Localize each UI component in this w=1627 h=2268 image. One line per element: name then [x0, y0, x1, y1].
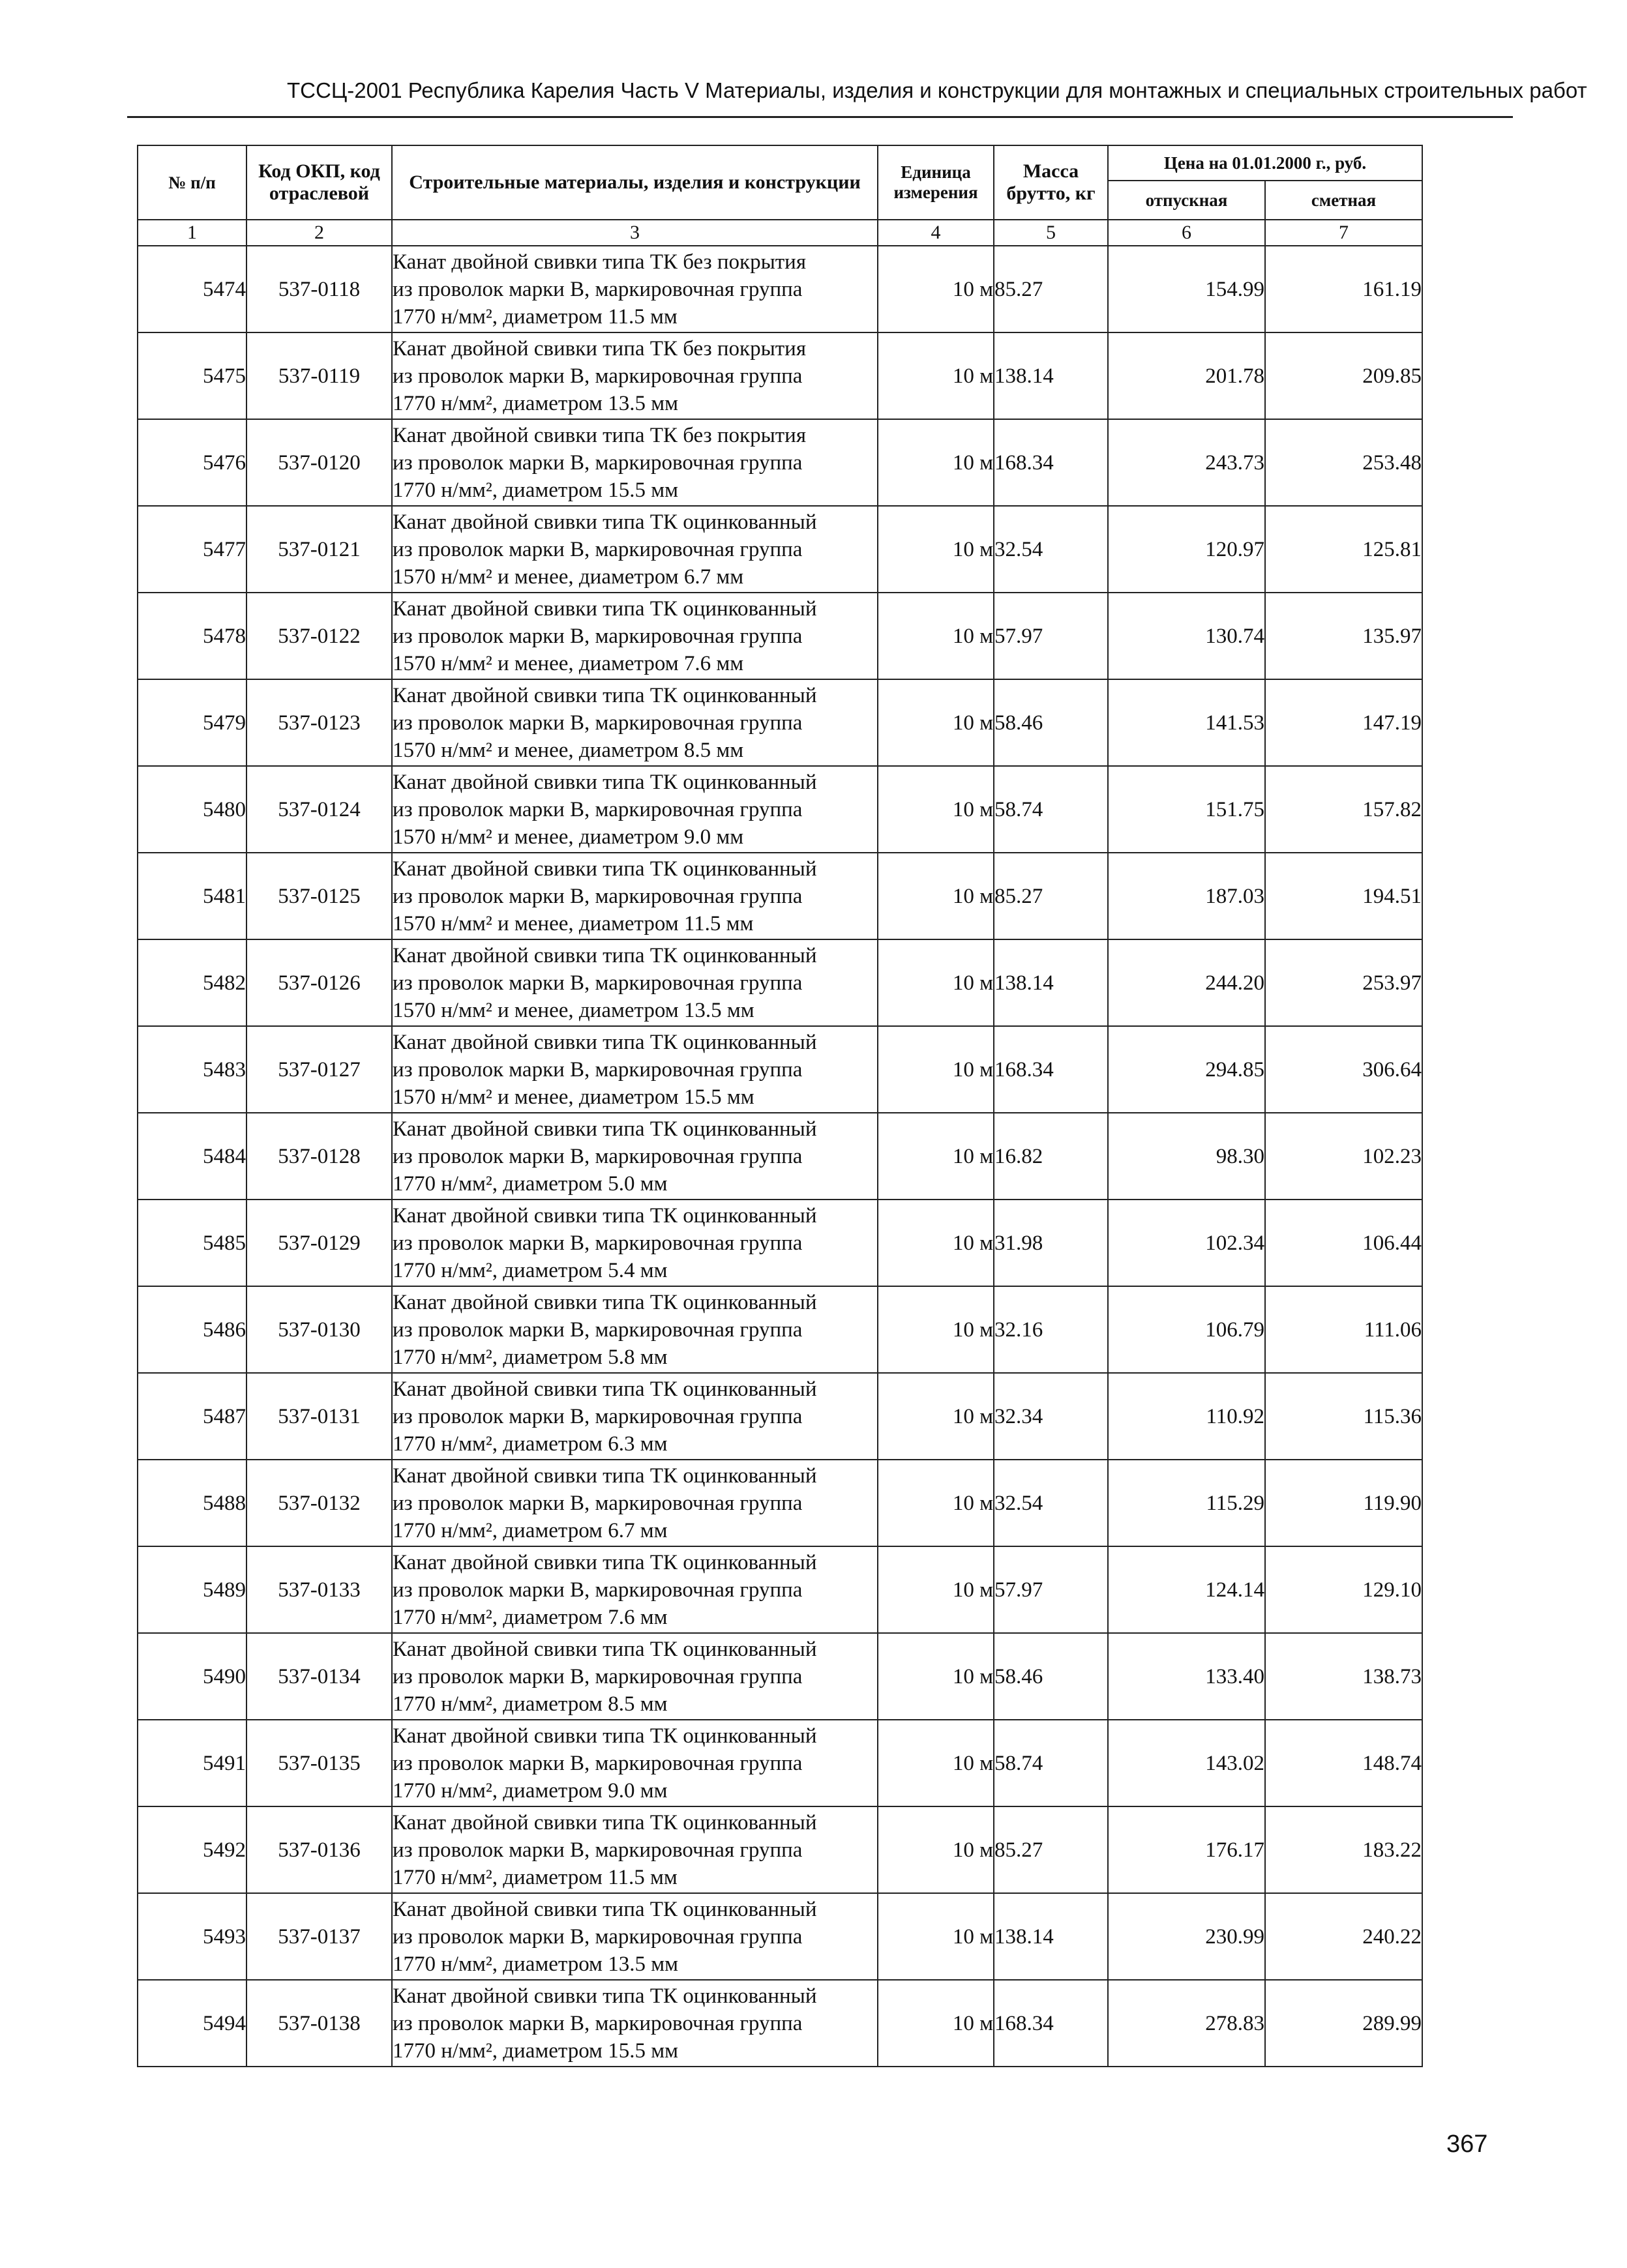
mass: 85.27 — [994, 246, 1108, 332]
price-release: 133.40 — [1108, 1633, 1265, 1720]
mass: 138.14 — [994, 332, 1108, 419]
description-line: Канат двойной свивки типа ТК оцинкованный — [393, 1464, 817, 1488]
material-description — [392, 766, 878, 853]
description-line: 1770 н/мм², диаметром 13.5 мм — [393, 391, 678, 415]
column-header-desc: Строительные материалы, изделия и конструкции — [392, 145, 878, 220]
price-release: 187.03 — [1108, 853, 1265, 939]
description-line: 1570 н/мм² и менее, диаметром 7.6 мм — [393, 651, 744, 675]
price-release: 230.99 — [1108, 1893, 1265, 1980]
mass: 57.97 — [994, 593, 1108, 679]
column-number: 6 — [1108, 220, 1265, 246]
material-description — [392, 853, 878, 939]
price-release: 201.78 — [1108, 332, 1265, 419]
table-row — [138, 593, 1422, 679]
column-header-price-estimate: сметная — [1265, 181, 1422, 220]
okp-code: 537-0127 — [246, 1026, 392, 1113]
material-description — [392, 332, 878, 419]
price-estimate: 129.10 — [1265, 1546, 1422, 1633]
price-release: 154.99 — [1108, 246, 1265, 332]
price-release: 115.29 — [1108, 1460, 1265, 1546]
description-line: 1570 н/мм² и менее, диаметром 6.7 мм — [393, 565, 744, 589]
okp-code: 537-0120 — [246, 419, 392, 506]
mass: 168.34 — [994, 419, 1108, 506]
column-header-price-group: Цена на 01.01.2000 г., руб. — [1108, 145, 1422, 181]
description-line: Канат двойной свивки типа ТК оцинкованный — [393, 1550, 817, 1574]
material-description — [392, 1113, 878, 1200]
table-row — [138, 1113, 1422, 1200]
material-description — [392, 1546, 878, 1633]
okp-code: 537-0137 — [246, 1893, 392, 1980]
mass: 32.34 — [994, 1373, 1108, 1460]
row-number: 5477 — [138, 506, 246, 593]
unit: 10 м — [878, 246, 994, 332]
table-row — [138, 1546, 1422, 1633]
column-number: 2 — [246, 220, 392, 246]
table-body — [138, 246, 1422, 2067]
material-description — [392, 1720, 878, 1806]
description-line: 1570 н/мм² и менее, диаметром 13.5 мм — [393, 998, 754, 1022]
page-number: 367 — [1446, 2130, 1488, 2158]
description-line: из проволок марки В, маркировочная группа — [393, 797, 803, 821]
description-line: из проволок марки В, маркировочная группа — [393, 1404, 803, 1428]
table-row — [138, 1460, 1422, 1546]
description-line: из проволок марки В, маркировочная группа — [393, 884, 803, 908]
row-number: 5482 — [138, 939, 246, 1026]
description-line: Канат двойной свивки типа ТК оцинкованный — [393, 1377, 817, 1401]
price-estimate: 253.97 — [1265, 939, 1422, 1026]
mass: 168.34 — [994, 1026, 1108, 1113]
table-row — [138, 419, 1422, 506]
price-estimate: 135.97 — [1265, 593, 1422, 679]
mass: 32.54 — [994, 1460, 1108, 1546]
description-line: из проволок марки В, маркировочная группа — [393, 277, 803, 301]
price-estimate: 119.90 — [1265, 1460, 1422, 1546]
description-line: Канат двойной свивки типа ТК оцинкованный — [393, 1117, 817, 1141]
table-row — [138, 679, 1422, 766]
material-description — [392, 1460, 878, 1546]
row-number: 5485 — [138, 1200, 246, 1286]
mass: 32.54 — [994, 506, 1108, 593]
table-row — [138, 766, 1422, 853]
price-estimate: 111.06 — [1265, 1286, 1422, 1373]
okp-code: 537-0133 — [246, 1546, 392, 1633]
column-number-row — [138, 220, 1422, 246]
unit: 10 м — [878, 1893, 994, 1980]
row-number: 5476 — [138, 419, 246, 506]
mass: 31.98 — [994, 1200, 1108, 1286]
page-header: ТССЦ-2001 Республика Карелия Часть V Материалы, изделия и конструкции для монтажных и специальных строительных работ — [287, 78, 1587, 102]
description-line: Канат двойной свивки типа ТК оцинкованный — [393, 1030, 817, 1054]
unit: 10 м — [878, 766, 994, 853]
unit: 10 м — [878, 1633, 994, 1720]
okp-code: 537-0125 — [246, 853, 392, 939]
description-line: Канат двойной свивки типа ТК без покрытия — [393, 250, 807, 274]
mass: 58.74 — [994, 1720, 1108, 1806]
row-number: 5479 — [138, 679, 246, 766]
description-line: Канат двойной свивки типа ТК оцинкованный — [393, 683, 817, 707]
unit: 10 м — [878, 1460, 994, 1546]
price-estimate: 306.64 — [1265, 1026, 1422, 1113]
material-description — [392, 1633, 878, 1720]
table-row — [138, 1633, 1422, 1720]
row-number: 5491 — [138, 1720, 246, 1806]
description-line: из проволок марки В, маркировочная группа — [393, 624, 803, 648]
price-estimate: 147.19 — [1265, 679, 1422, 766]
column-header-mass: Масса брутто, кг — [994, 145, 1108, 220]
description-line: Канат двойной свивки типа ТК оцинкованный — [393, 1203, 817, 1228]
description-line: из проволок марки В, маркировочная группа — [393, 1751, 803, 1775]
column-number: 1 — [138, 220, 246, 246]
description-line: 1770 н/мм², диаметром 13.5 мм — [393, 1952, 678, 1976]
row-number: 5475 — [138, 332, 246, 419]
table-row — [138, 1286, 1422, 1373]
row-number: 5489 — [138, 1546, 246, 1633]
unit: 10 м — [878, 1806, 994, 1893]
row-number: 5478 — [138, 593, 246, 679]
okp-code: 537-0121 — [246, 506, 392, 593]
price-estimate: 138.73 — [1265, 1633, 1422, 1720]
description-line: из проволок марки В, маркировочная группа — [393, 364, 803, 388]
mass: 85.27 — [994, 1806, 1108, 1893]
mass: 85.27 — [994, 853, 1108, 939]
material-description — [392, 1893, 878, 1980]
description-line: 1770 н/мм², диаметром 15.5 мм — [393, 478, 678, 502]
description-line: из проволок марки В, маркировочная группа — [393, 1057, 803, 1082]
description-line: 1770 н/мм², диаметром 6.7 мм — [393, 1518, 668, 1542]
price-release: 151.75 — [1108, 766, 1265, 853]
okp-code: 537-0130 — [246, 1286, 392, 1373]
description-line: из проволок марки В, маркировочная группа — [393, 2011, 803, 2035]
column-number: 5 — [994, 220, 1108, 246]
okp-code: 537-0136 — [246, 1806, 392, 1893]
material-description — [392, 593, 878, 679]
description-line: из проволок марки В, маркировочная группа — [393, 1664, 803, 1688]
table-row — [138, 1893, 1422, 1980]
table-row — [138, 1373, 1422, 1460]
description-line: 1770 н/мм², диаметром 7.6 мм — [393, 1605, 668, 1629]
okp-code: 537-0135 — [246, 1720, 392, 1806]
price-release: 294.85 — [1108, 1026, 1265, 1113]
price-release: 106.79 — [1108, 1286, 1265, 1373]
material-description — [392, 939, 878, 1026]
mass: 168.34 — [994, 1980, 1108, 2067]
unit: 10 м — [878, 1026, 994, 1113]
material-description — [392, 1286, 878, 1373]
price-estimate: 194.51 — [1265, 853, 1422, 939]
price-release: 278.83 — [1108, 1980, 1265, 2067]
okp-code: 537-0128 — [246, 1113, 392, 1200]
description-line: 1570 н/мм² и менее, диаметром 8.5 мм — [393, 738, 744, 762]
description-line: 1770 н/мм², диаметром 11.5 мм — [393, 1865, 678, 1889]
column-header-num: № п/п — [138, 145, 246, 220]
description-line: 1570 н/мм² и менее, диаметром 9.0 мм — [393, 825, 744, 849]
description-line: 1570 н/мм² и менее, диаметром 15.5 мм — [393, 1085, 754, 1109]
description-line: из проволок марки В, маркировочная группа — [393, 537, 803, 561]
okp-code: 537-0119 — [246, 332, 392, 419]
row-number: 5490 — [138, 1633, 246, 1720]
description-line: 1770 н/мм², диаметром 5.8 мм — [393, 1345, 668, 1369]
unit: 10 м — [878, 1113, 994, 1200]
price-release: 244.20 — [1108, 939, 1265, 1026]
description-line: Канат двойной свивки типа ТК оцинкованный — [393, 857, 817, 881]
row-number: 5492 — [138, 1806, 246, 1893]
material-description — [392, 506, 878, 593]
material-description — [392, 1980, 878, 2067]
price-estimate: 157.82 — [1265, 766, 1422, 853]
table-row — [138, 332, 1422, 419]
description-line: 1770 н/мм², диаметром 8.5 мм — [393, 1692, 668, 1716]
unit: 10 м — [878, 679, 994, 766]
price-estimate: 148.74 — [1265, 1720, 1422, 1806]
mass: 138.14 — [994, 1893, 1108, 1980]
table-row — [138, 506, 1422, 593]
material-description — [392, 1806, 878, 1893]
unit: 10 м — [878, 1200, 994, 1286]
row-number: 5483 — [138, 1026, 246, 1113]
description-line: 1770 н/мм², диаметром 9.0 мм — [393, 1778, 668, 1803]
material-description — [392, 1026, 878, 1113]
row-number: 5488 — [138, 1460, 246, 1546]
row-number: 5494 — [138, 1980, 246, 2067]
description-line: 1770 н/мм², диаметром 5.0 мм — [393, 1171, 668, 1196]
okp-code: 537-0131 — [246, 1373, 392, 1460]
column-number: 3 — [392, 220, 878, 246]
material-description — [392, 679, 878, 766]
column-header-unit: Единица измерения — [878, 145, 994, 220]
description-line: Канат двойной свивки типа ТК оцинкованный — [393, 596, 817, 621]
description-line: из проволок марки В, маркировочная группа — [393, 450, 803, 475]
description-line: из проволок марки В, маркировочная группа — [393, 1924, 803, 1949]
description-line: из проволок марки В, маркировочная группа — [393, 1318, 803, 1342]
unit: 10 м — [878, 593, 994, 679]
description-line: 1770 н/мм², диаметром 6.3 мм — [393, 1432, 668, 1456]
mass: 58.46 — [994, 1633, 1108, 1720]
description-line: 1570 н/мм² и менее, диаметром 11.5 мм — [393, 911, 754, 935]
table-row — [138, 1980, 1422, 2067]
column-number: 7 — [1265, 220, 1422, 246]
mass: 32.16 — [994, 1286, 1108, 1373]
table-row — [138, 1026, 1422, 1113]
price-release: 120.97 — [1108, 506, 1265, 593]
description-line: 1770 н/мм², диаметром 11.5 мм — [393, 304, 678, 329]
unit: 10 м — [878, 1546, 994, 1633]
column-header-code: Код ОКП, код отраслевой — [246, 145, 392, 220]
row-number: 5474 — [138, 246, 246, 332]
table-row — [138, 939, 1422, 1026]
column-number: 4 — [878, 220, 994, 246]
table-row — [138, 1200, 1422, 1286]
description-line: 1770 н/мм², диаметром 15.5 мм — [393, 2039, 678, 2063]
row-number: 5480 — [138, 766, 246, 853]
table-row — [138, 246, 1422, 332]
unit: 10 м — [878, 506, 994, 593]
description-line: Канат двойной свивки типа ТК оцинкованный — [393, 770, 817, 794]
okp-code: 537-0138 — [246, 1980, 392, 2067]
okp-code: 537-0129 — [246, 1200, 392, 1286]
table-row — [138, 1806, 1422, 1893]
description-line: Канат двойной свивки типа ТК оцинкованный — [393, 1724, 817, 1748]
price-release: 141.53 — [1108, 679, 1265, 766]
description-line: из проволок марки В, маркировочная группа — [393, 1578, 803, 1602]
price-release: 243.73 — [1108, 419, 1265, 506]
table-row — [138, 853, 1422, 939]
description-line: 1770 н/мм², диаметром 5.4 мм — [393, 1258, 668, 1282]
description-line: Канат двойной свивки типа ТК оцинкованный — [393, 1897, 817, 1921]
price-release: 98.30 — [1108, 1113, 1265, 1200]
price-release: 143.02 — [1108, 1720, 1265, 1806]
okp-code: 537-0124 — [246, 766, 392, 853]
description-line: Канат двойной свивки типа ТК оцинкованный — [393, 943, 817, 967]
mass: 16.82 — [994, 1113, 1108, 1200]
unit: 10 м — [878, 1373, 994, 1460]
description-line: Канат двойной свивки типа ТК оцинкованный — [393, 1810, 817, 1834]
price-release: 102.34 — [1108, 1200, 1265, 1286]
materials-table — [137, 145, 1423, 2067]
material-description — [392, 246, 878, 332]
mass: 138.14 — [994, 939, 1108, 1026]
okp-code: 537-0123 — [246, 679, 392, 766]
price-estimate: 125.81 — [1265, 506, 1422, 593]
description-line: из проволок марки В, маркировочная группа — [393, 1144, 803, 1168]
row-number: 5484 — [138, 1113, 246, 1200]
header-rule — [127, 116, 1513, 118]
price-release: 124.14 — [1108, 1546, 1265, 1633]
okp-code: 537-0126 — [246, 939, 392, 1026]
description-line: Канат двойной свивки типа ТК оцинкованный — [393, 1637, 817, 1661]
unit: 10 м — [878, 1286, 994, 1373]
okp-code: 537-0132 — [246, 1460, 392, 1546]
material-description — [392, 1200, 878, 1286]
row-number: 5487 — [138, 1373, 246, 1460]
price-estimate: 106.44 — [1265, 1200, 1422, 1286]
price-estimate: 115.36 — [1265, 1373, 1422, 1460]
description-line: из проволок марки В, маркировочная группа — [393, 971, 803, 995]
price-estimate: 289.99 — [1265, 1980, 1422, 2067]
okp-code: 537-0118 — [246, 246, 392, 332]
column-header-price-release: отпускная — [1108, 181, 1265, 220]
material-description — [392, 419, 878, 506]
row-number: 5486 — [138, 1286, 246, 1373]
unit: 10 м — [878, 1980, 994, 2067]
mass: 58.46 — [994, 679, 1108, 766]
price-release: 176.17 — [1108, 1806, 1265, 1893]
row-number: 5481 — [138, 853, 246, 939]
price-estimate: 161.19 — [1265, 246, 1422, 332]
unit: 10 м — [878, 419, 994, 506]
description-line: из проволок марки В, маркировочная группа — [393, 1838, 803, 1862]
okp-code: 537-0122 — [246, 593, 392, 679]
table-row — [138, 1720, 1422, 1806]
description-line: Канат двойной свивки типа ТК оцинкованный — [393, 1984, 817, 2008]
description-line: из проволок марки В, маркировочная группа — [393, 711, 803, 735]
description-line: Канат двойной свивки типа ТК без покрытия — [393, 336, 807, 361]
price-estimate: 102.23 — [1265, 1113, 1422, 1200]
price-estimate: 183.22 — [1265, 1806, 1422, 1893]
mass: 58.74 — [994, 766, 1108, 853]
price-estimate: 240.22 — [1265, 1893, 1422, 1980]
description-line: Канат двойной свивки типа ТК оцинкованный — [393, 1290, 817, 1314]
unit: 10 м — [878, 1720, 994, 1806]
price-release: 130.74 — [1108, 593, 1265, 679]
description-line: Канат двойной свивки типа ТК без покрытия — [393, 423, 807, 447]
unit: 10 м — [878, 939, 994, 1026]
mass: 57.97 — [994, 1546, 1108, 1633]
unit: 10 м — [878, 853, 994, 939]
price-estimate: 253.48 — [1265, 419, 1422, 506]
description-line: из проволок марки В, маркировочная группа — [393, 1231, 803, 1255]
material-description — [392, 1373, 878, 1460]
price-release: 110.92 — [1108, 1373, 1265, 1460]
okp-code: 537-0134 — [246, 1633, 392, 1720]
row-number: 5493 — [138, 1893, 246, 1980]
description-line: Канат двойной свивки типа ТК оцинкованный — [393, 510, 817, 534]
price-estimate: 209.85 — [1265, 332, 1422, 419]
unit: 10 м — [878, 332, 994, 419]
description-line: из проволок марки В, маркировочная группа — [393, 1491, 803, 1515]
